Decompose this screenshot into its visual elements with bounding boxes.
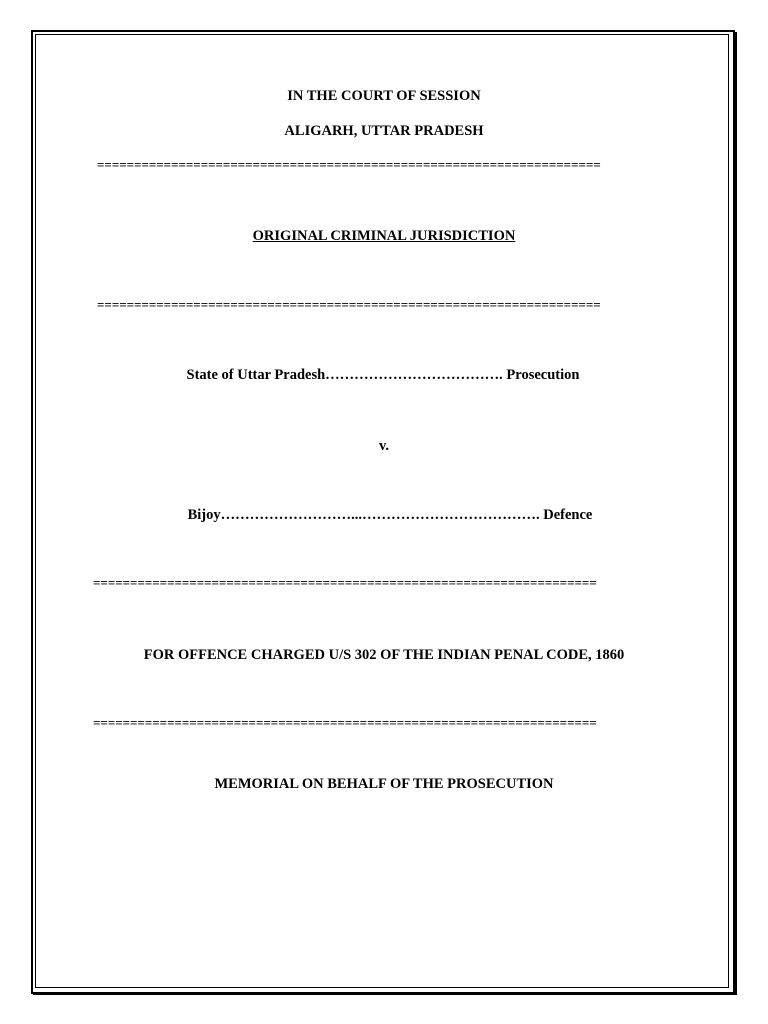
jurisdiction-wrapper (0, 227, 768, 245)
prosecution-line: State of Uttar Pradesh………………………………. Prosecution (186, 367, 580, 383)
page-border-shadow-bottom (33, 992, 737, 995)
separator-2: ==================================================================== (97, 297, 601, 312)
location-heading: ALIGARH, UTTAR PRADESH (284, 123, 484, 139)
separator-4: ==================================================================== (93, 715, 597, 730)
offence-heading: FOR OFFENCE CHARGED U/S 302 OF THE INDIAN PENAL CODE, 1860 (143, 647, 625, 663)
defence-line: Bijoy………………………...………………………………. Defence (187, 507, 593, 523)
court-heading: IN THE COURT OF SESSION (287, 88, 481, 104)
jurisdiction-heading: ORIGINAL CRIMINAL JURISDICTION (252, 228, 516, 244)
separator-1: ==================================================================== (97, 157, 601, 172)
memorial-title: MEMORIAL ON BEHALF OF THE PROSECUTION (214, 776, 554, 792)
separator-3: ==================================================================== (93, 575, 597, 590)
versus-text: v. (378, 438, 390, 454)
